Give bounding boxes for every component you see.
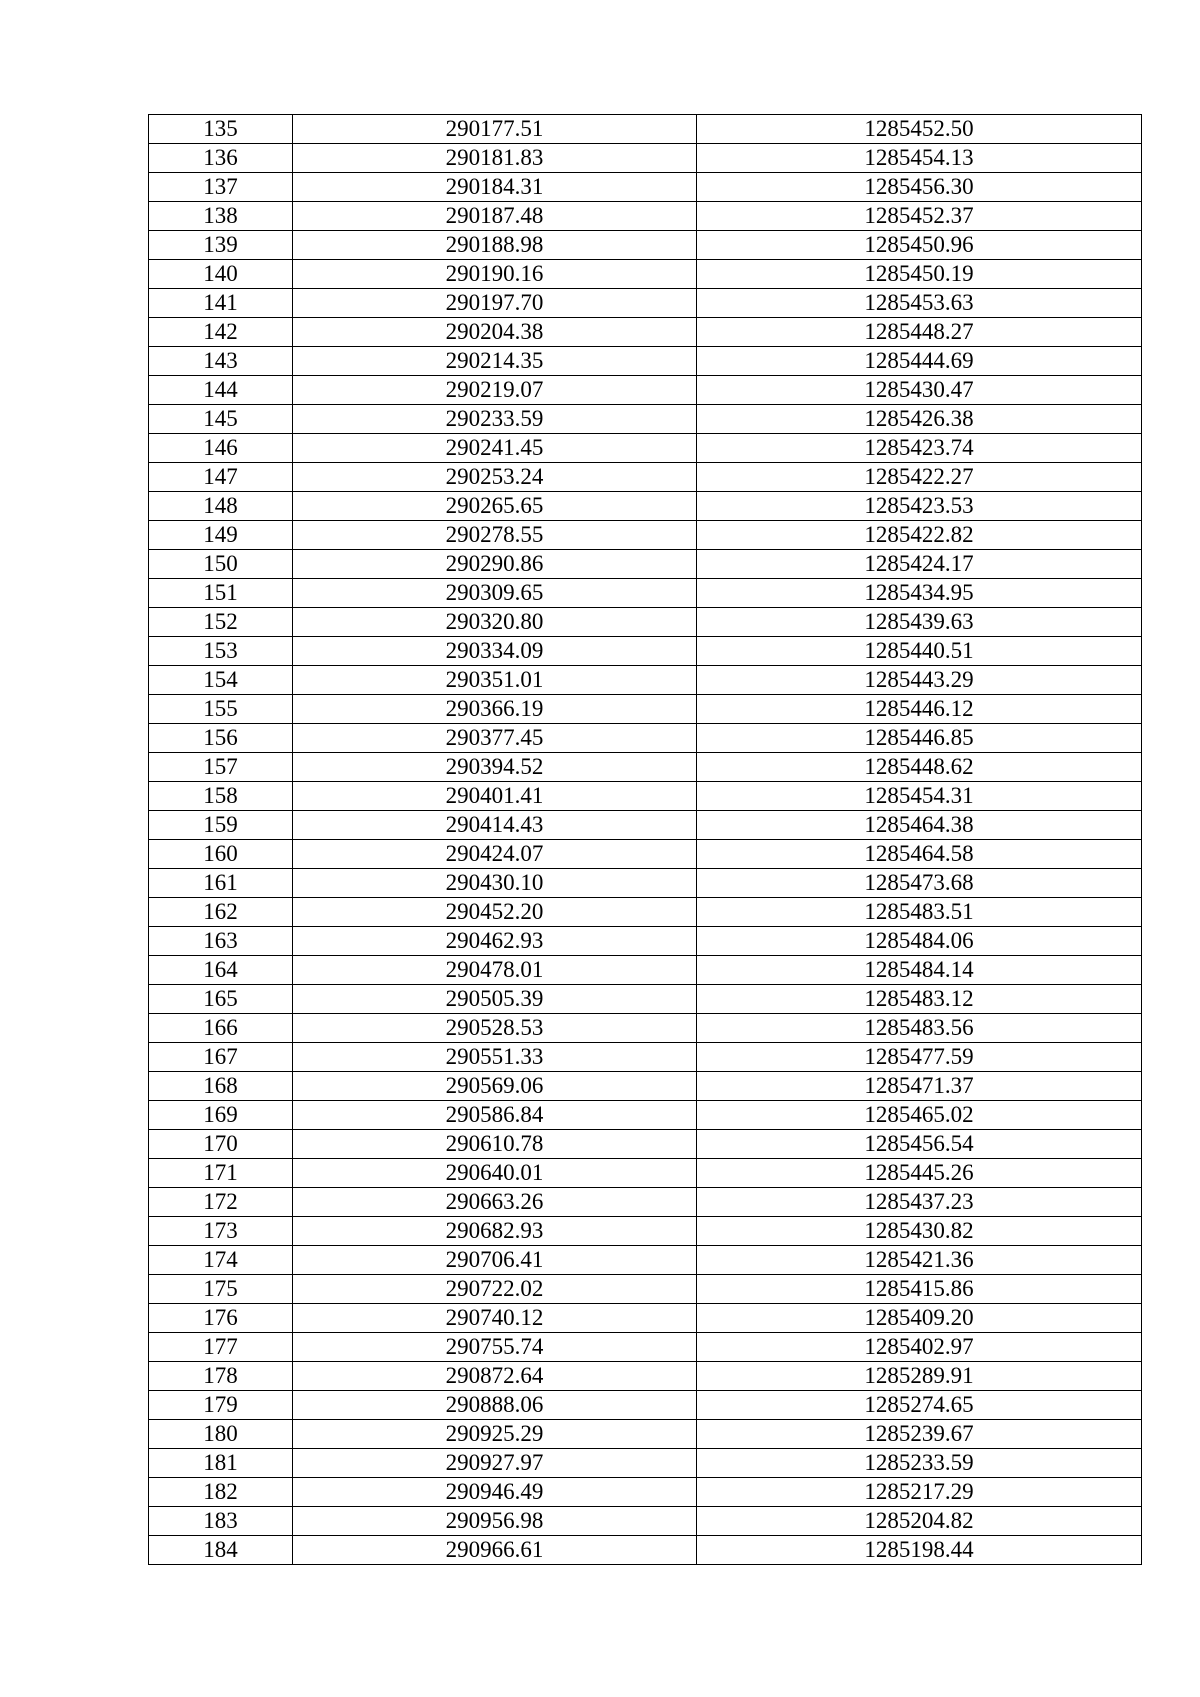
table-row <box>149 811 1142 840</box>
table-row <box>149 985 1142 1014</box>
x-coordinate-cell: 290569.06 <box>293 1072 697 1101</box>
x-coordinate-cell: 290278.55 <box>293 521 697 550</box>
point-number-cell: 163 <box>149 927 293 956</box>
table-row <box>149 260 1142 289</box>
y-coordinate-cell: 1285239.67 <box>697 1420 1142 1449</box>
point-number-cell: 145 <box>149 405 293 434</box>
point-number-cell: 181 <box>149 1449 293 1478</box>
x-coordinate-cell: 290478.01 <box>293 956 697 985</box>
y-coordinate-cell: 1285289.91 <box>697 1362 1142 1391</box>
x-coordinate-cell: 290197.70 <box>293 289 697 318</box>
y-coordinate-cell: 1285448.27 <box>697 318 1142 347</box>
x-coordinate-cell: 290966.61 <box>293 1536 697 1565</box>
table-row <box>149 579 1142 608</box>
x-coordinate-cell: 290188.98 <box>293 231 697 260</box>
table-row <box>149 376 1142 405</box>
point-number-cell: 178 <box>149 1362 293 1391</box>
x-coordinate-cell: 290414.43 <box>293 811 697 840</box>
x-coordinate-cell: 290946.49 <box>293 1478 697 1507</box>
y-coordinate-cell: 1285450.19 <box>697 260 1142 289</box>
point-number-cell: 162 <box>149 898 293 927</box>
table-row <box>149 927 1142 956</box>
point-number-cell: 164 <box>149 956 293 985</box>
table-row <box>149 1275 1142 1304</box>
point-number-cell: 151 <box>149 579 293 608</box>
table-row <box>149 695 1142 724</box>
table-row <box>149 1101 1142 1130</box>
table-row <box>149 637 1142 666</box>
table-row <box>149 1072 1142 1101</box>
point-number-cell: 137 <box>149 173 293 202</box>
x-coordinate-cell: 290927.97 <box>293 1449 697 1478</box>
table-row <box>149 1420 1142 1449</box>
point-number-cell: 183 <box>149 1507 293 1536</box>
x-coordinate-cell: 290190.16 <box>293 260 697 289</box>
table-row <box>149 144 1142 173</box>
point-number-cell: 144 <box>149 376 293 405</box>
table-row <box>149 1014 1142 1043</box>
table-row <box>149 666 1142 695</box>
point-number-cell: 182 <box>149 1478 293 1507</box>
y-coordinate-cell: 1285464.38 <box>697 811 1142 840</box>
table-row <box>149 956 1142 985</box>
x-coordinate-cell: 290663.26 <box>293 1188 697 1217</box>
point-number-cell: 167 <box>149 1043 293 1072</box>
table-row <box>149 840 1142 869</box>
point-number-cell: 148 <box>149 492 293 521</box>
y-coordinate-cell: 1285443.29 <box>697 666 1142 695</box>
point-number-cell: 159 <box>149 811 293 840</box>
point-number-cell: 169 <box>149 1101 293 1130</box>
x-coordinate-cell: 290265.65 <box>293 492 697 521</box>
y-coordinate-cell: 1285484.06 <box>697 927 1142 956</box>
table-row <box>149 782 1142 811</box>
y-coordinate-cell: 1285426.38 <box>697 405 1142 434</box>
y-coordinate-cell: 1285484.14 <box>697 956 1142 985</box>
x-coordinate-cell: 290740.12 <box>293 1304 697 1333</box>
x-coordinate-cell: 290177.51 <box>293 115 697 144</box>
x-coordinate-cell: 290214.35 <box>293 347 697 376</box>
y-coordinate-cell: 1285409.20 <box>697 1304 1142 1333</box>
point-number-cell: 139 <box>149 231 293 260</box>
point-number-cell: 142 <box>149 318 293 347</box>
point-number-cell: 138 <box>149 202 293 231</box>
y-coordinate-cell: 1285421.36 <box>697 1246 1142 1275</box>
table-row <box>149 463 1142 492</box>
table-row <box>149 492 1142 521</box>
y-coordinate-cell: 1285430.82 <box>697 1217 1142 1246</box>
y-coordinate-cell: 1285456.54 <box>697 1130 1142 1159</box>
y-coordinate-cell: 1285450.96 <box>697 231 1142 260</box>
x-coordinate-cell: 290290.86 <box>293 550 697 579</box>
table-row <box>149 347 1142 376</box>
y-coordinate-cell: 1285415.86 <box>697 1275 1142 1304</box>
x-coordinate-cell: 290452.20 <box>293 898 697 927</box>
x-coordinate-cell: 290872.64 <box>293 1362 697 1391</box>
x-coordinate-cell: 290233.59 <box>293 405 697 434</box>
y-coordinate-cell: 1285434.95 <box>697 579 1142 608</box>
table-row <box>149 1246 1142 1275</box>
y-coordinate-cell: 1285453.63 <box>697 289 1142 318</box>
point-number-cell: 147 <box>149 463 293 492</box>
x-coordinate-cell: 290722.02 <box>293 1275 697 1304</box>
point-number-cell: 176 <box>149 1304 293 1333</box>
x-coordinate-cell: 290462.93 <box>293 927 697 956</box>
x-coordinate-cell: 290528.53 <box>293 1014 697 1043</box>
y-coordinate-cell: 1285464.58 <box>697 840 1142 869</box>
y-coordinate-cell: 1285452.50 <box>697 115 1142 144</box>
y-coordinate-cell: 1285233.59 <box>697 1449 1142 1478</box>
point-number-cell: 158 <box>149 782 293 811</box>
y-coordinate-cell: 1285402.97 <box>697 1333 1142 1362</box>
table-row <box>149 1507 1142 1536</box>
table-row <box>149 1159 1142 1188</box>
y-coordinate-cell: 1285452.37 <box>697 202 1142 231</box>
point-number-cell: 155 <box>149 695 293 724</box>
point-number-cell: 180 <box>149 1420 293 1449</box>
x-coordinate-cell: 290181.83 <box>293 144 697 173</box>
y-coordinate-cell: 1285448.62 <box>697 753 1142 782</box>
point-number-cell: 152 <box>149 608 293 637</box>
y-coordinate-cell: 1285483.12 <box>697 985 1142 1014</box>
y-coordinate-cell: 1285477.59 <box>697 1043 1142 1072</box>
point-number-cell: 135 <box>149 115 293 144</box>
y-coordinate-cell: 1285454.13 <box>697 144 1142 173</box>
table-row <box>149 898 1142 927</box>
point-number-cell: 174 <box>149 1246 293 1275</box>
x-coordinate-cell: 290755.74 <box>293 1333 697 1362</box>
y-coordinate-cell: 1285446.12 <box>697 695 1142 724</box>
y-coordinate-cell: 1285471.37 <box>697 1072 1142 1101</box>
point-number-cell: 166 <box>149 1014 293 1043</box>
y-coordinate-cell: 1285198.44 <box>697 1536 1142 1565</box>
point-number-cell: 157 <box>149 753 293 782</box>
x-coordinate-cell: 290925.29 <box>293 1420 697 1449</box>
table-row <box>149 1536 1142 1565</box>
point-number-cell: 141 <box>149 289 293 318</box>
point-number-cell: 160 <box>149 840 293 869</box>
point-number-cell: 149 <box>149 521 293 550</box>
table-row <box>149 753 1142 782</box>
point-number-cell: 161 <box>149 869 293 898</box>
x-coordinate-cell: 290320.80 <box>293 608 697 637</box>
x-coordinate-cell: 290551.33 <box>293 1043 697 1072</box>
x-coordinate-cell: 290253.24 <box>293 463 697 492</box>
point-number-cell: 171 <box>149 1159 293 1188</box>
x-coordinate-cell: 290366.19 <box>293 695 697 724</box>
x-coordinate-cell: 290706.41 <box>293 1246 697 1275</box>
x-coordinate-cell: 290309.65 <box>293 579 697 608</box>
table-row <box>149 231 1142 260</box>
table-row <box>149 1043 1142 1072</box>
table-row <box>149 1304 1142 1333</box>
point-number-cell: 168 <box>149 1072 293 1101</box>
x-coordinate-cell: 290430.10 <box>293 869 697 898</box>
y-coordinate-cell: 1285444.69 <box>697 347 1142 376</box>
y-coordinate-cell: 1285423.74 <box>697 434 1142 463</box>
x-coordinate-cell: 290888.06 <box>293 1391 697 1420</box>
table-row <box>149 289 1142 318</box>
table-row <box>149 724 1142 753</box>
x-coordinate-cell: 290424.07 <box>293 840 697 869</box>
table-row <box>149 608 1142 637</box>
y-coordinate-cell: 1285422.27 <box>697 463 1142 492</box>
y-coordinate-cell: 1285465.02 <box>697 1101 1142 1130</box>
y-coordinate-cell: 1285204.82 <box>697 1507 1142 1536</box>
x-coordinate-cell: 290586.84 <box>293 1101 697 1130</box>
y-coordinate-cell: 1285437.23 <box>697 1188 1142 1217</box>
point-number-cell: 179 <box>149 1391 293 1420</box>
point-number-cell: 170 <box>149 1130 293 1159</box>
point-number-cell: 143 <box>149 347 293 376</box>
y-coordinate-cell: 1285446.85 <box>697 724 1142 753</box>
y-coordinate-cell: 1285483.56 <box>697 1014 1142 1043</box>
y-coordinate-cell: 1285456.30 <box>697 173 1142 202</box>
point-number-cell: 146 <box>149 434 293 463</box>
point-number-cell: 184 <box>149 1536 293 1565</box>
point-number-cell: 154 <box>149 666 293 695</box>
y-coordinate-cell: 1285424.17 <box>697 550 1142 579</box>
table-row <box>149 202 1142 231</box>
y-coordinate-cell: 1285445.26 <box>697 1159 1142 1188</box>
coordinates-table-body <box>149 115 1142 1565</box>
point-number-cell: 172 <box>149 1188 293 1217</box>
table-row <box>149 405 1142 434</box>
y-coordinate-cell: 1285274.65 <box>697 1391 1142 1420</box>
point-number-cell: 156 <box>149 724 293 753</box>
point-number-cell: 153 <box>149 637 293 666</box>
x-coordinate-cell: 290682.93 <box>293 1217 697 1246</box>
x-coordinate-cell: 290219.07 <box>293 376 697 405</box>
table-row <box>149 173 1142 202</box>
point-number-cell: 177 <box>149 1333 293 1362</box>
x-coordinate-cell: 290640.01 <box>293 1159 697 1188</box>
x-coordinate-cell: 290956.98 <box>293 1507 697 1536</box>
table-row <box>149 434 1142 463</box>
point-number-cell: 150 <box>149 550 293 579</box>
x-coordinate-cell: 290241.45 <box>293 434 697 463</box>
coordinates-table <box>148 114 1142 1565</box>
y-coordinate-cell: 1285217.29 <box>697 1478 1142 1507</box>
table-row <box>149 115 1142 144</box>
table-row <box>149 1188 1142 1217</box>
x-coordinate-cell: 290505.39 <box>293 985 697 1014</box>
y-coordinate-cell: 1285422.82 <box>697 521 1142 550</box>
x-coordinate-cell: 290204.38 <box>293 318 697 347</box>
table-row <box>149 869 1142 898</box>
y-coordinate-cell: 1285473.68 <box>697 869 1142 898</box>
table-row <box>149 521 1142 550</box>
table-row <box>149 1130 1142 1159</box>
y-coordinate-cell: 1285483.51 <box>697 898 1142 927</box>
table-row <box>149 550 1142 579</box>
x-coordinate-cell: 290184.31 <box>293 173 697 202</box>
x-coordinate-cell: 290394.52 <box>293 753 697 782</box>
table-row <box>149 1391 1142 1420</box>
table-row <box>149 1449 1142 1478</box>
point-number-cell: 173 <box>149 1217 293 1246</box>
y-coordinate-cell: 1285439.63 <box>697 608 1142 637</box>
point-number-cell: 136 <box>149 144 293 173</box>
point-number-cell: 165 <box>149 985 293 1014</box>
y-coordinate-cell: 1285423.53 <box>697 492 1142 521</box>
x-coordinate-cell: 290351.01 <box>293 666 697 695</box>
table-row <box>149 1478 1142 1507</box>
y-coordinate-cell: 1285440.51 <box>697 637 1142 666</box>
x-coordinate-cell: 290610.78 <box>293 1130 697 1159</box>
point-number-cell: 140 <box>149 260 293 289</box>
y-coordinate-cell: 1285430.47 <box>697 376 1142 405</box>
point-number-cell: 175 <box>149 1275 293 1304</box>
table-row <box>149 1217 1142 1246</box>
table-row <box>149 1333 1142 1362</box>
x-coordinate-cell: 290334.09 <box>293 637 697 666</box>
x-coordinate-cell: 290377.45 <box>293 724 697 753</box>
x-coordinate-cell: 290187.48 <box>293 202 697 231</box>
table-row <box>149 1362 1142 1391</box>
y-coordinate-cell: 1285454.31 <box>697 782 1142 811</box>
table-row <box>149 318 1142 347</box>
x-coordinate-cell: 290401.41 <box>293 782 697 811</box>
